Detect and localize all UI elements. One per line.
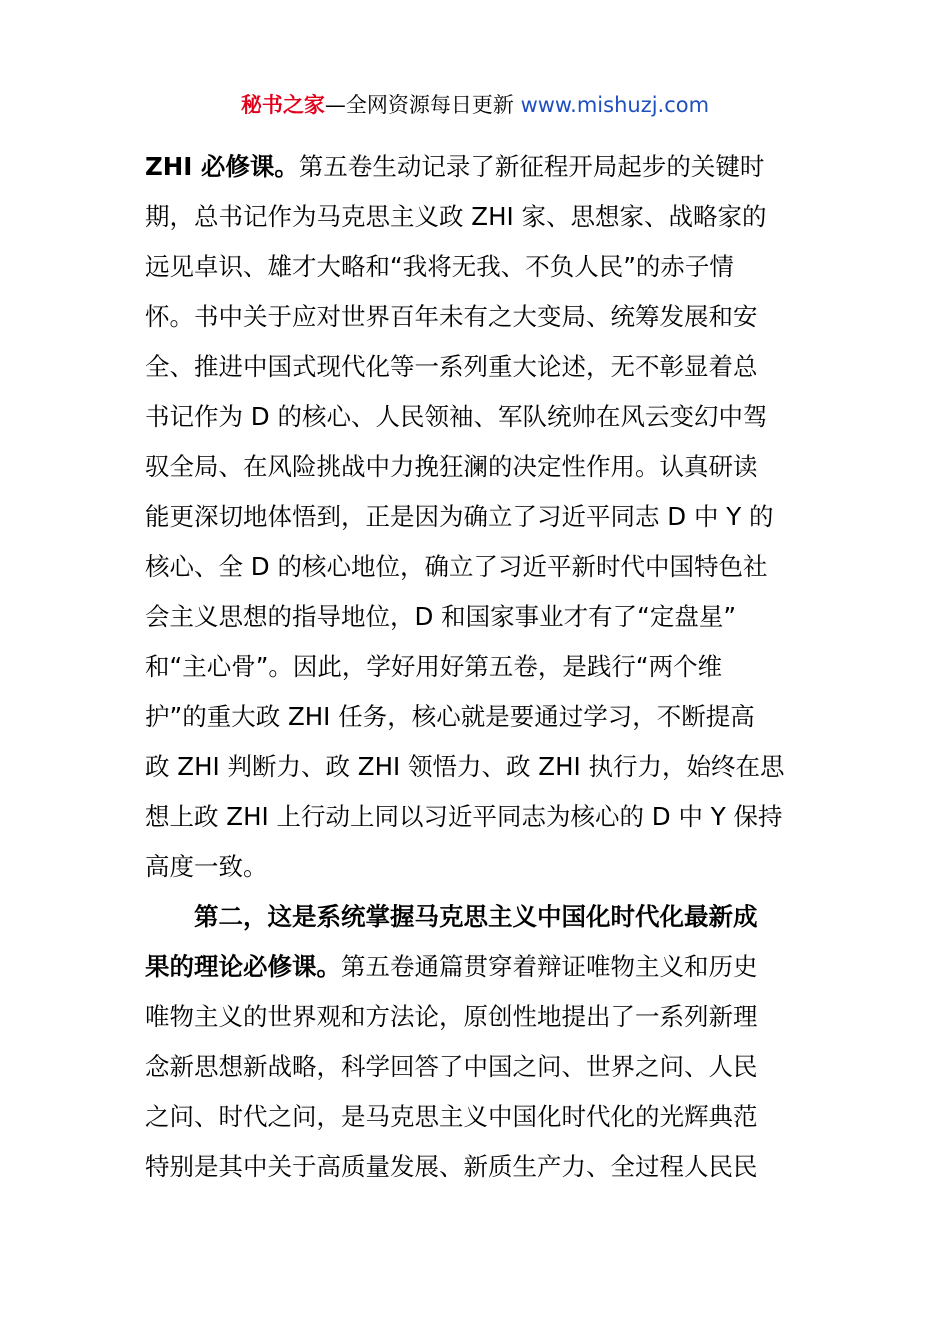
text-run: 期，总书记作为马克思主义政 ZHI 家、思想家、战略家的: [145, 202, 767, 231]
text-run: 政 ZHI 判断力、政 ZHI 领悟力、政 ZHI 执行力，始终在思: [145, 752, 785, 781]
text-run: 书记作为 D 的核心、人民领袖、军队统帅在风云变幻中驾: [145, 402, 768, 431]
text-run: 之问、时代之问，是马克思主义中国化时代化的光辉典范: [145, 1102, 758, 1131]
text-line: [145, 547, 810, 597]
text-run: 全、推进中国式现代化等一系列重大论述，无不彰显着总: [145, 352, 758, 381]
document-body: [145, 147, 810, 1197]
text-run: 护”的重大政 ZHI 任务，核心就是要通过学习，不断提高: [145, 702, 755, 731]
text-line: [145, 947, 810, 997]
text-line: [145, 147, 810, 197]
site-header: [0, 88, 950, 122]
text-line: [145, 447, 810, 497]
text-run: 会主义思想的指导地位，D 和国家事业才有了“定盘星”: [145, 602, 737, 631]
text-line: [145, 847, 810, 897]
section-heading-line: [145, 897, 810, 947]
bold-run: ZHI 必修课。: [145, 152, 299, 181]
text-line: [145, 297, 810, 347]
text-run: 高度一致。: [145, 852, 268, 881]
text-line: [145, 997, 810, 1047]
text-line: [145, 1147, 810, 1197]
header-tagline: —全网资源每日更新: [324, 93, 521, 117]
bold-run: 果的理论必修课。: [145, 952, 341, 981]
text-line: [145, 747, 810, 797]
text-line: [145, 647, 810, 697]
text-line: [145, 797, 810, 847]
text-run: 特别是其中关于高质量发展、新质生产力、全过程人民民: [145, 1152, 758, 1181]
text-run: 想上政 ZHI 上行动上同以习近平同志为核心的 D 中 Y 保持: [145, 802, 783, 831]
text-run: 远见卓识、雄才大略和“我将无我、不负人民”的赤子情: [145, 252, 734, 281]
text-line: [145, 197, 810, 247]
brand-name: 秘书之家: [240, 93, 325, 117]
text-line: [145, 1097, 810, 1147]
text-line: [145, 497, 810, 547]
bold-run: 第二，这是系统掌握马克思主义中国化时代化最新成: [194, 902, 758, 931]
text-line: [145, 697, 810, 747]
text-run: 第五卷生动记录了新征程开局起步的关键时: [298, 152, 765, 181]
text-run: 核心、全 D 的核心地位，确立了习近平新时代中国特色社: [145, 552, 768, 581]
text-run: 唯物主义的世界观和方法论，原创性地提出了一系列新理: [145, 1002, 758, 1031]
site-url[interactable]: www.mishuzj.com: [520, 93, 710, 117]
text-line: [145, 597, 810, 647]
text-run: 念新思想新战略，科学回答了中国之问、世界之问、人民: [145, 1052, 758, 1081]
text-run: 和“主心骨”。因此，学好用好第五卷，是践行“两个维: [145, 652, 723, 681]
text-line: [145, 1047, 810, 1097]
text-run: 怀。书中关于应对世界百年未有之大变局、统筹发展和安: [145, 302, 758, 331]
text-line: [145, 397, 810, 447]
text-run: 第五卷通篇贯穿着辩证唯物主义和历史: [341, 952, 758, 981]
text-line: [145, 247, 810, 297]
text-line: [145, 347, 810, 397]
text-run: 驭全局、在风险挑战中力挽狂澜的决定性作用。认真研读: [145, 452, 758, 481]
text-run: 能更深切地体悟到，正是因为确立了习近平同志 D 中 Y 的: [145, 502, 774, 531]
